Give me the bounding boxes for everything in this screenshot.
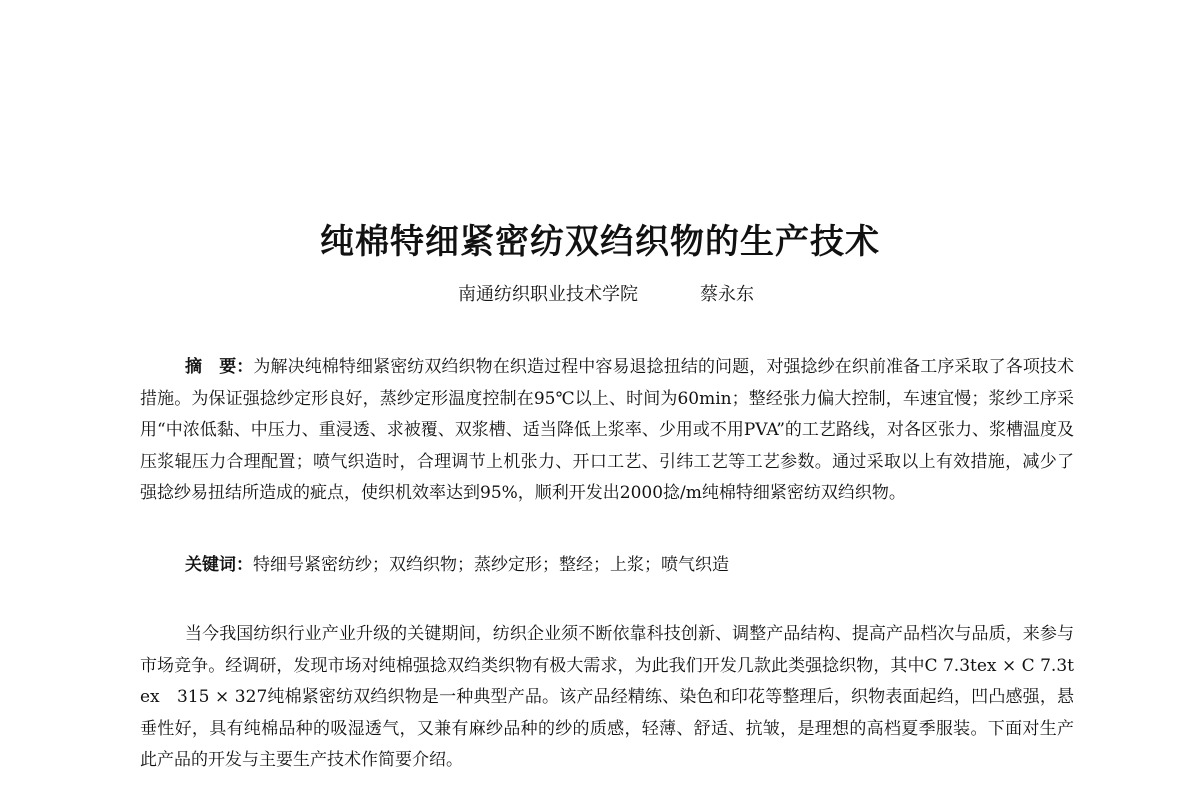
author-name: 蔡永东 (700, 284, 754, 305)
keywords (140, 550, 1074, 582)
abstract (140, 352, 1074, 510)
author-affiliation: 南通纺织职业技术学院 (458, 284, 638, 305)
abstract-text: 为解决纯棉特细紧密纺双绉织物在织造过程中容易退捻扭结的问题，对强捻纱在织前准备工序采取了各项技术措施。为保证强捻纱定形良好，蒸纱定形温度控制在95℃以上、时间为60min；整经张力偏大控制，车速宜慢；浆纱工序采用“中浓低黏、中压力、重浸透、求被覆、双浆槽、适当降低上浆率、少用或不用PVA”的工艺路线，对各区张力、浆槽温度及压浆辊压力合理配置；喷气织造时，合理调节上机张力、开口工艺、引纬工艺等工艺参数。通过采取以上有效措施，减少了强捻纱易扭结所造成的疵点，使织机效率达到95%，顺利开发出2000捻/m纯棉特细紧密纺双绉织物。 (140, 357, 1075, 503)
abstract-label: 摘 要： (185, 357, 254, 377)
byline (0, 282, 1200, 308)
intro-paragraph: 当今我国纺织行业产业升级的关键期间，纺织企业须不断依靠科技创新、调整产品结构、提高产品档次与品质，来参与市场竞争。经调研，发现市场对纯棉强捻双绉类织物有极大需求，为此我们开发几款此类强捻织物，其中C 7.3tex × C 7.3tex 315 × 327纯棉紧密纺双绉织物是一种典型产品。该产品经精练、染色和印花等整理后，织物表面起绉，凹凸感强，悬垂性好，具有纯棉品种的吸湿透气，又兼有麻纱品种的纱的质感，轻薄、舒适、抗皱，是理想的高档夏季服装。下面对生产此产品的开发与主要生产技术作简要介绍。 (140, 624, 1074, 770)
keywords-text: 特细号紧密纺纱；双绉织物；蒸纱定形；整经；上浆；喷气织造 (253, 555, 729, 575)
keywords-label: 关键词： (185, 555, 253, 575)
paper-title: 纯棉特细紧密纺双绉织物的生产技术 (320, 222, 880, 262)
